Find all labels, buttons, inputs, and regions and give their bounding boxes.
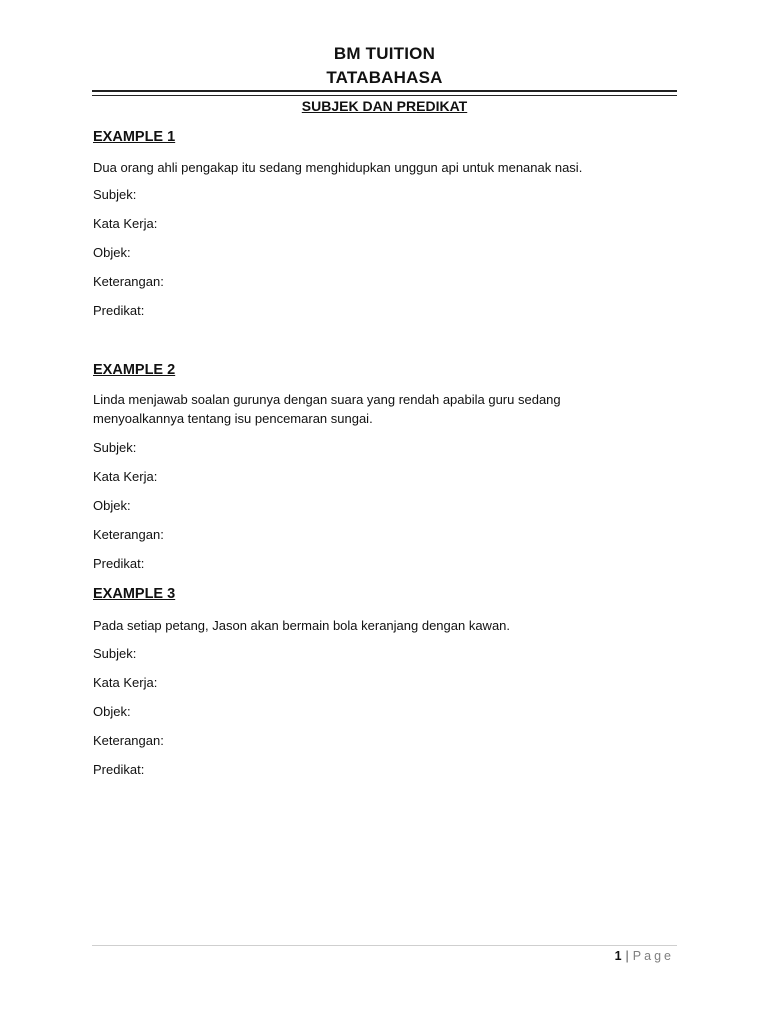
label-objek: Objek: [93,245,131,260]
section-subtitle: SUBJEK DAN PREDIKAT [301,98,468,114]
example-sentence: Linda menjawab soalan gurunya dengan suara yang rendah apabila guru sedang menyoalkannya tentang isu pencemaran sungai. [93,392,561,426]
label-objek: Objek: [93,704,131,719]
page-number: 1 [614,949,622,963]
label-predikat: Predikat: [93,556,145,571]
label-subjek: Subjek: [93,187,137,202]
example-heading: EXAMPLE 2 [93,362,176,378]
page-footer [615,947,674,965]
label-subjek: Subjek: [93,646,137,661]
example-3 [93,584,653,784]
example-2 [93,360,653,580]
label-keterangan: Keterangan: [93,274,164,289]
label-kata-kerja: Kata Kerja: [93,675,158,690]
label-predikat: Predikat: [93,762,145,777]
label-keterangan: Keterangan: [93,733,164,748]
page-separator: | [625,949,629,963]
example-sentence: Dua orang ahli pengakap itu sedang menghidupkan unggun api untuk menanak nasi. [93,160,583,175]
header-rule-thick [92,90,677,92]
label-predikat: Predikat: [93,303,145,318]
header-subject: TATABAHASA [326,68,443,87]
label-kata-kerja: Kata Kerja: [93,469,158,484]
example-heading: EXAMPLE 1 [93,129,176,145]
document-header [92,42,677,90]
label-objek: Objek: [93,498,131,513]
example-1 [93,127,653,327]
header-title: BM TUITION [333,44,436,63]
label-subjek: Subjek: [93,440,137,455]
footer-rule [92,945,677,946]
label-kata-kerja: Kata Kerja: [93,216,158,231]
example-heading: EXAMPLE 3 [93,586,176,602]
label-keterangan: Keterangan: [93,527,164,542]
example-sentence: Pada setiap petang, Jason akan bermain bola keranjang dengan kawan. [93,618,511,633]
page-label: Page [632,949,674,963]
